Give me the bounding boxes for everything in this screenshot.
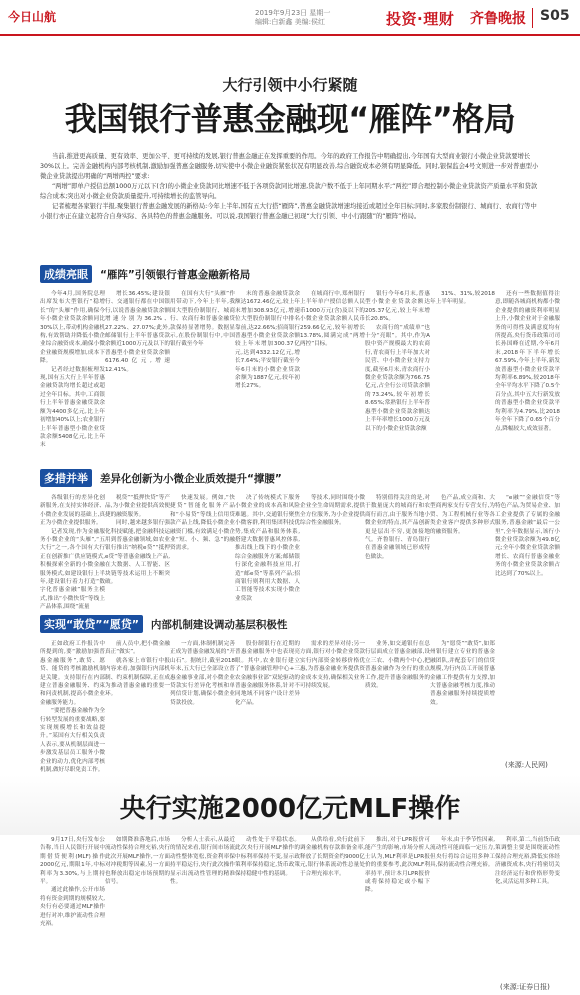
text-column: 增长36.45%;建设银行、交通银行都在中国银行,以说普惠金融贷款余额增速分别为36.2%、27.22%、27.07%;此外,邮储银行上半年普惠贷款余额近1000万元及以下的普惠型小微企业贷款余额6176.40亿元,增速12.41%。 (105, 291, 170, 373)
top-rule (0, 34, 580, 36)
paper-name: 齐鲁晚报 (470, 8, 533, 28)
sec4-source: (来源:证券日报) (500, 983, 550, 991)
sec4-headline: 央行实施2000亿元MLF操作 (119, 794, 461, 824)
sec2-tag: 多措并举 (40, 469, 92, 487)
editors-line: 编辑:白新鑫 美编:侯红 (255, 18, 325, 26)
text-column: 从供给看,央行此前下调金融机构存款准备金率,释放了长期资金约9000亿元,银行体系流动性总量处于合理充裕水平。 (300, 837, 365, 877)
text-column: 动性处于平稳状态。此次央行开展MLF操作的中标利率保持不变,显示政策利率保持稳定,货币政策保持稳健中性的基调。 (235, 837, 300, 877)
text-column: 分析人士表示,从最近的情况来看,银行间市场流动性整体宽松,资金利率保持平稳运行,央行此次操作显示出流动性管理的精准性。 (170, 837, 235, 886)
text-column: 业务,如交通银行在总行层面成立普惠金融部,设立三农、小微两个中心,把普惠金融作为全行的重点工作,提升普惠金融服务的质效。 (365, 641, 430, 690)
text-column: 推出,对于LPR报价可能产生的影响,市场分析人士认为,MLF利率是LPR报价的重要参考,此次MLF利率持平,预计本月LPR报价或将保持稳定或小幅下降。 (365, 837, 430, 894)
date-line: 2019年9月23日 星期一 (255, 9, 331, 17)
text-column: 税贷”“抵押快贷”等产品,为小微企业提供高效便捷的融资服务。 同时,越来越多银行强化科技赋能,把金融科技运用到普惠金融领域,如农业银行推出“纳税e贷”“抵押e贷”等普惠金融线上产品,在大数据、人工智能、区块链等技术运用上不断突破。 (105, 495, 170, 586)
section-name: 投资·理财 (386, 10, 455, 28)
text-column: 在国有大行“头雁”作用带动下,今年上半年,我国大型股份制银行、城商行、农商行和普惠金融贷款保持显著增势。数据显示,在股份制银行中,中国银行截至今年 (170, 291, 235, 348)
text-column: 还有一些数据值得注意,即随各城商机构都小微企业提供的融资利率明显上升,小微企业对于金融服务的可得性及满意度均有所提高,央行货币政策司司长孙国峰在近期,今年6月末,2018年下半年增长67.59%,今年上半年,新发放普惠型小微企业贷款平均利率6.89%,较2018年全年平均水平下降了0.5个百分点,其中五大行新发放的普惠型小微企业贷款平均利率为4.79%,比2018年全年下降了0.65个百分点,降幅较大,成效显著。 (495, 291, 560, 432)
lead-paragraph: 当前,推进更高质量、更有效率、更加公平、更可持续的发展,银行普惠金融正在发挥重要的作用。今年的政府工作报告中明确提出,今年国有大型商业银行小微企业贷款要增长30%以上。完善金融机构内部考核机制,激励加强普惠金融服务,切实使中小微企业融资紧张状况有明显改善,综合融资成本必须有明显降低。同时,银保监会4号文则进一步对普惠型小微企业贷款提出明确的“两增两控”要求: (40, 153, 539, 180)
page-number: S05 (540, 8, 570, 24)
text-column (495, 640, 560, 750)
text-column: 9月17日,央行发布公告称,当日人民银行开展中期借贷便利(MLF)操作2000亿元,期限1年,中标利率为3.30%,与上期持平。 通过此操作,公开市场将有资金到期的规模较大,央行有必要通过MLF操作进行对冲,维护流动性合理充裕。 (40, 837, 105, 928)
text-column: 为“愿贷”“敢贷”,如郑州银行建立专业的普惠金融团队,并配套专门的信贷规模,为行内员工开展普惠金融工作提供有力支撑,加大普惠金融考核力度,推动普惠金融服务持续提质增效。 (430, 641, 495, 706)
masthead (0, 0, 580, 38)
text-column: 股份制银行在近期的普惠金融服务中也表现亮眼。其中,农业银行建立了“普惠金融管理中心+三农金融事业部”双轮驱动的普惠金融服务体系,针对不同地域不同客户设计差异化产品。 (235, 641, 300, 706)
text-column: 末的普惠金融贷款余额达1672.46亿元,较上年末增加308.93亿元,增速位大型股份制银行中排名靠前,达22.66%;招商银行普惠型小微企业贷款余额较上年末增加300.37亿元,达到4332.12亿元,增长7.64%;平安银行截至今年6月末的小微企业贷款余额为1887亿元,较年初增长27%。 (235, 291, 300, 390)
sec1-title: “雁阵”引领银行普惠金融新格局 (100, 268, 251, 281)
text-column: 快速发展。例如,“快捷贷”智能化服务产品和“小易贷”等线上信用贷款产品上线,降低小微企业融资门槛,有效满足小微企业“短、小、频、急”的融资需求。 (170, 495, 235, 552)
sec2-subhead (40, 468, 282, 488)
lead-paragraphs (40, 152, 540, 222)
masthead-dateline (255, 9, 405, 27)
text-column: 一方面,体制机制完善正成为普惠金融发展的“开山石”。据统计,截至2018年末,五大行已全部设立普惠金融事业部,对小微企业贷款实行差异化考核和单列信贷计划,确保小微企业贷款投放。 (170, 641, 235, 706)
headline: 我国银行普惠金融现“雁阵”格局 (64, 100, 516, 138)
sec3-tag: 实现“敢贷”“愿贷” (40, 615, 143, 633)
text-column: 利率,第二,当前货币政策调整主要是围绕流动性保持合理充裕,降低实体经济融资成本,央行将密切关注经济运行和价格形势变化,灵活运用多种工具。 (495, 837, 560, 886)
text-column: 决了传统模式下服务小微企业的成本高和风险难题。其中,交通银行聚焦小微客群,利用集团科技优势,集成产品和服务体系,搭建大数据普惠风控体系,推出线上线下的小微企业综合金融服务方案;邮储银行深化金融科技应用,打造“邮e贷”等系列产品;招商银行则利用大数据、人工智能等技术实现小微企业贷款 (235, 495, 300, 602)
text-column: 色产品,成立商和、大型商两家支行专营支行,为贸、为工程机械行业等各类企业客户提供多种形式的融资服务。 (430, 495, 495, 535)
sec3-title: 内部机制建设调动基层积极性 (150, 618, 288, 631)
sec2-columns (40, 494, 560, 610)
masthead-logo: 今日山航 (8, 10, 57, 24)
text-column: 年末,由于季节性因素,流动性可能面临一定压力,但央行将综合运用多种工具,保持流动性合理充裕。 (430, 837, 495, 869)
text-column: 各级银行的差异化创新服务,在支持实体经济、小微企业发展的基础上,真正为小微企业提供服务。 记者发现,作为金融服务小微企业的“头雁”,“五大行”之一,各个国有大行正在创新推广供应链模式,积极探索全新的小微金融服务模式,如建设银行上半年,建设银行着力打造“数字化普惠金融”服务主模式,推出“小微快贷”等线上产品体系,围绕“流量 (40, 495, 105, 611)
text-column: 今年4月,国务院总理出席发布大型银行“稳增长”的“头雁”作用,确保今年小微企业贷款余额同比30%以上,带动机构金融机构,有效帮助并降低小微企业综合融资成本,确保小微企业融资规模增加,成本下降。 记者经过数据梳理发现,国有五大行上半年普惠金融贷款均增长超过或超过全年目标。其中,工商银行上半年普惠金融贷款余额为4400多亿元,比上年初增加40%以上;农业银行上半年普惠型小微企业贷款余额5408亿元,比上年末 (40, 291, 105, 449)
kicker: 大行引领中小行紧随 (222, 76, 358, 94)
sec3-source: (来源:人民网) (505, 761, 548, 769)
sec3-subhead (40, 614, 287, 634)
sec1-subhead (40, 264, 250, 284)
sec1-tag: 成绩亮眼 (40, 265, 92, 283)
text-column: 31%、31%,较2018年上半年明显。 (430, 291, 495, 306)
sec4-columns (40, 836, 560, 981)
text-column: 需求的差异对待;另一方面,银行对小微企业贷款实行内部资金转移价格优惠,为普惠金融业务提供资金成本支持,确保相关业务可持续发展。 (300, 641, 365, 690)
sec1-columns (40, 290, 560, 462)
lead-paragraph: “两增”即单户授信总额1000万元以下(含)的小微企业贷款同比增速不低于各项贷款同比增速,贷款户数不低于上年同期水平;“两控”即合理控制小微企业贷款资产质量水平和贷款综合成本;突出对小微企业贷款质量提升,可持续增长的监管导向。 (40, 183, 538, 200)
text-column: 正如政府工作报告中所提到的,要“激励加强普惠金融服务”,敢贷、愿贷、能贷的考核激励机制是关键。支持银行在内部建立普惠金融服务、约束和问责机制,提高小微企业金融服务能力。 “要把普惠金融作为全行转型发展的重要战略,要实现规模增长和效益提升。”某国有大行相关负责人表示,要从机制层面进一步激发基层员工服务小微企业的动力,优化内部考核机制,做好尽职免责工作。 (40, 641, 105, 774)
lead-paragraph: 记者梳理各家银行半报,聚集银行普惠金融发展的新格局:今年上半年,国有五大行搭“雁阵”,普惠金融贷款增速均接近或超过全年目标;同时,多家股份制银行、城商行、农商行等中小银行亦正在建立起符合自身实际、各具特色的普惠金融服务。可以说,我国银行普惠金融已初现“大行引领、中小行跟随”的“雁阵”格局。 (40, 203, 537, 220)
text-column: 前人员中,把小微金融真正“做实”。 就各家上市银行中报内容来看,加强银行内部机制、约束机制保障,正在成为推动普惠金融的重要一环。 (105, 641, 170, 698)
sec2-title: 差异化创新为小微企业质效提升“撑腰” (100, 472, 282, 485)
text-column: 等技术,同时围绕小微企业全生命周期需求,提供全方位服务,为小企业提供综合性金融服务。 (300, 495, 365, 527)
text-column: 特别值得关注的是,对于数量庞大的城商行和农商行而言,由于服务当地小微企业的特点,其产品创新更是层出不穷,更加接地气。齐鲁银行、青岛银行在普惠金融领域已形成特色做法。 (365, 495, 430, 560)
text-column: 银行今年6月末,普惠型小微企业贷款余额达205.37亿元,较上年末增长20.8%。 农商行的“成绩单”也十分“亮眼”。其中,作为A股中资产规模最大的农商行,青农商行上半年加大对民营、中小微企业支持力度,截至6月末,青农商行小微企业贷款余额为766.75亿元,占全行公司贷款余额的73.24%,较年初增长8.65%;常熟银行上半年普惠型小微企业贷款余额达上半年率增长1000万元及以下的小微企业贷款余额 (365, 291, 430, 432)
text-column: 如期降准落地后,市场流动性保持合理充裕,央行此次开展MLF操作,一方面对冲税期等因素,另一方面也释放出稳定市场预期的信号。 (105, 837, 170, 886)
text-column: “e融”“金融信贷”等特色产品,为贸易企业、加工企业提供了专属的金融服务,普惠金融“最后一公里”,全年数据显示,该行小微企业贷款余额为49.8亿元;全年小微企业贷款余额增长、农商行普惠金融业务的小微企业贷款余额占比达到了70%以上。 (495, 495, 560, 577)
text-column: 在城商行中,郑州银行上半年单户授信总额人民币1000万元(含)及以下的小微企业贷款余额人民币259.66亿元,较年初增长13.78%,圆满完成“两增两控”目标。 (300, 291, 365, 348)
